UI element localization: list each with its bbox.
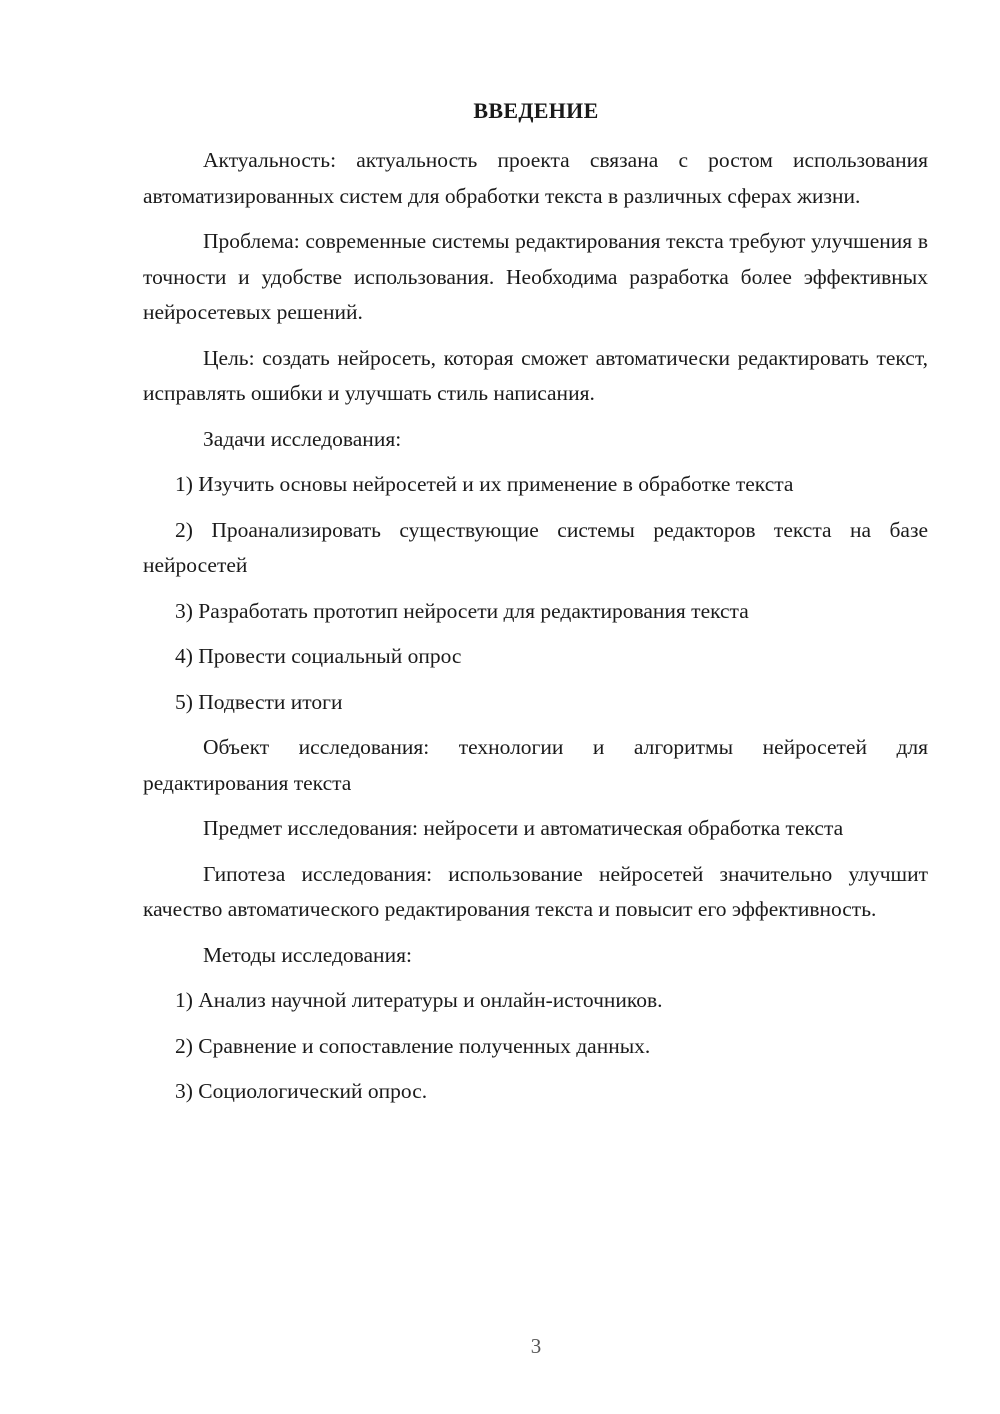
list-item-task-2: 2) Проанализировать существующие системы редакторов текста на базе нейросетей bbox=[143, 517, 928, 577]
paragraph-problem: Проблема: современные системы редактирования текста требуют улучшения в точности и удобстве использования. Необходима разработка более эффективных нейросетевых решений. bbox=[143, 229, 928, 324]
paragraph-methods-title: Методы исследования: bbox=[203, 942, 412, 967]
list-item-method-2: 2) Сравнение и сопоставление полученных данных. bbox=[175, 1033, 651, 1058]
page-number: 3 bbox=[530, 1334, 542, 1358]
paragraph-goal: Цель: создать нейросеть, которая сможет автоматически редактировать текст, исправлять ошибки и улучшать стиль написания. bbox=[143, 345, 928, 405]
list-item-task-5: 5) Подвести итоги bbox=[175, 689, 343, 714]
list-item-task-1: 1) Изучить основы нейросетей и их применение в обработке текста bbox=[175, 472, 794, 496]
list-item-method-3: 3) Социологический опрос. bbox=[175, 1079, 428, 1103]
body-text bbox=[143, 143, 928, 1110]
paragraph-tasks-title: Задачи исследования: bbox=[203, 426, 402, 451]
paragraph-subject: Предмет исследования: нейросети и автоматическая обработка текста bbox=[203, 816, 844, 840]
paragraph-relevance: Актуальность: актуальность проекта связана с ростом использования автоматизированных систем для обработки текста в различных сферах жизни. bbox=[143, 148, 928, 208]
paragraph-object: Объект исследования: технологии и алгоритмы нейросетей для редактирования текста bbox=[143, 735, 928, 795]
page-title: ВВЕДЕНИЕ bbox=[473, 98, 599, 123]
list-item-task-3: 3) Разработать прототип нейросети для редактирования текста bbox=[175, 598, 749, 623]
list-item-task-4: 4) Провести социальный опрос bbox=[175, 644, 462, 668]
paragraph-hypothesis: Гипотеза исследования: использование нейросетей значительно улучшит качество автоматического редактирования текста и повысит его эффективность. bbox=[143, 861, 928, 921]
list-item-method-1: 1) Анализ научной литературы и онлайн-источников. bbox=[175, 988, 663, 1012]
